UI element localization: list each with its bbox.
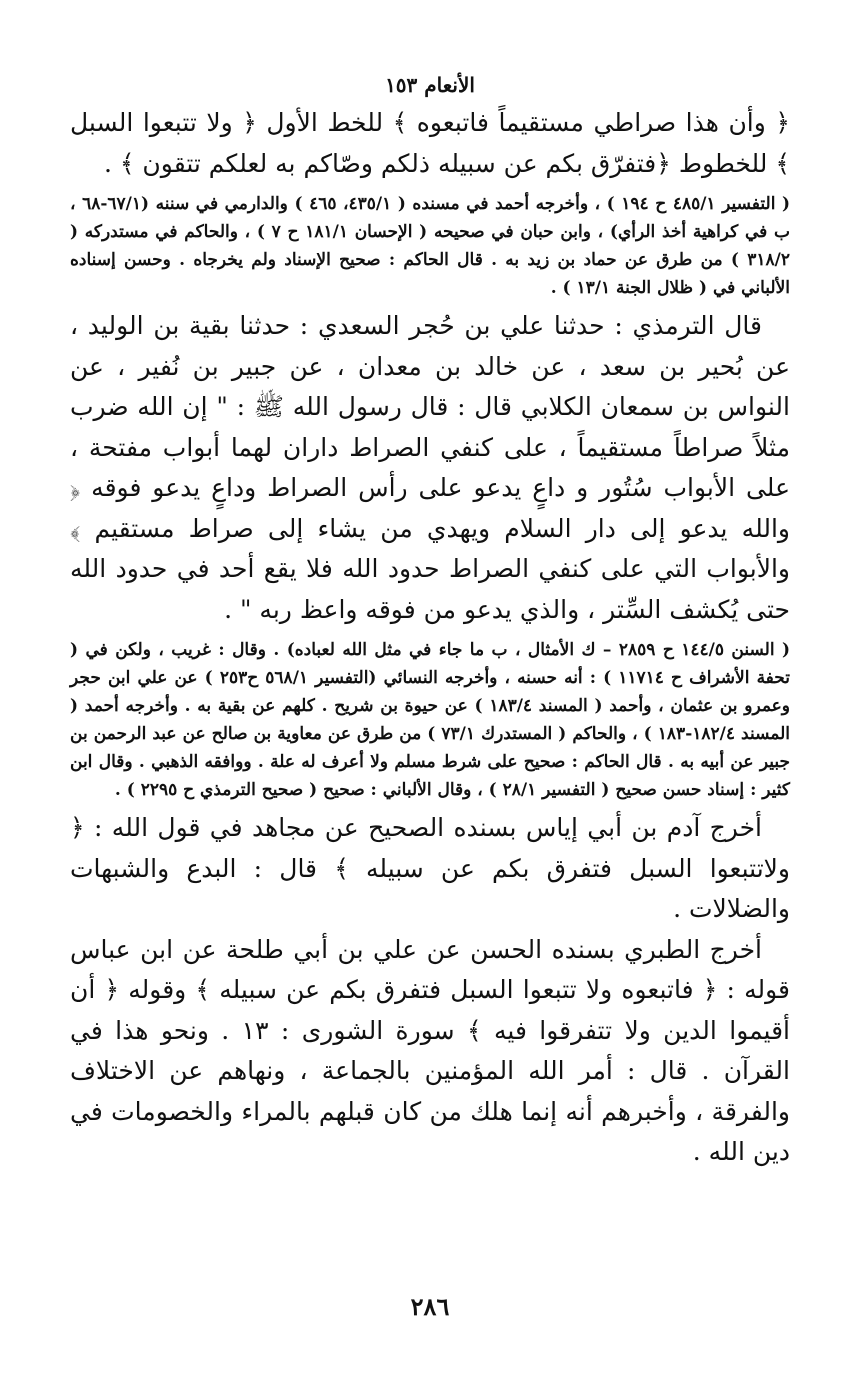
paragraph-tabari: أخرج الطبري بسنده الحسن عن علي بن أبي طلحة عن ابن عباس قوله : ﴿ فاتبعوه ولا تتبعوا السبل فتفرق بكم عن سبيله ﴾ وقوله ﴿ أن أقيموا الدين ولا تتفرقوا فيه ﴾ سورة الشورى : ١٣ . ونحو هذا في القرآن . قال : أمر الله المؤمنين بالجماعة ، ونهاهم عن الاختلاف والفرقة ، وأخبرهم أنه إنما هلك من كان قبلهم بالمراء والخصومات في دين الله .	[70, 934, 790, 1166]
footnote-1: ( التفسير ٤٨٥/١ ح ١٩٤ ) ، وأخرجه أحمد في مسنده ( ٤٣٥/١، ٤٦٥ ) والدارمي في سننه (٦٧/١-٦٨ ، ب في كراهية أخذ الرأي) ، وابن حبان في صحيحه ( الإحسان ١٨١/١ ح ٧ ) ، والحاكم في مستدركه ( ٣١٨/٢ ) من طرق عن حماد بن زيد به . قال الحاكم : صحيح الإسناد ولم يخرجاه . وحسن إسناده الألباني في ( ظلال الجنة ١٣/١ ) .	[70, 194, 791, 298]
footnote-2: ( السنن ١٤٤/٥ ح ٢٨٥٩ – ك الأمثال ، ب ما جاء في مثل الله لعباده) . وقال : غريب ، ولكن في ( تحفة الأشراف ح ١١٧١٤ ) : أنه حسنه ، وأخرجه النسائي (التفسير ٥٦٨/١ ح٢٥٣ ) عن علي ابن حجر وعمرو بن عثمان ، وأحمد ( المسند ١٨٣/٤ ) عن حيوة بن شريح . كلهم عن بقية به . وأخرجه أحمد ( المسند ١٨٢/٤-١٨٣ ) ، والحاكم ( المستدرك ٧٣/١ ) من طرق عن معاوية بن صالح عن عبد الرحمن بن جبير عن أبيه به . قال الحاكم : صحيح على شرط مسلم ولا أعرف له علة . ووافقه الذهبي . وقال ابن كثير : إسناد حسن صحيح ( التفسير ٢٨/١ ) ، وقال الألباني : صحيح ( صحيح الترمذي ح ٢٢٩٥ ) .	[70, 640, 791, 800]
book-page	[70, 70, 790, 1360]
quran-verse: ﴿ وأن هذا صراطي مستقيماً فاتبعوه ﴾ للخط الأول ﴿ ولا تتبعوا السبل ﴾ للخطوط ﴿فتفرّق بكم عن سبيله ذلكم وصّاكم به لعلكم تتقون ﴾ .	[70, 108, 790, 178]
running-header: الأنعام ١٥٣	[385, 73, 475, 97]
page-number: ٢٨٦	[410, 1292, 450, 1321]
paragraph-tirmidhi-hadith: قال الترمذي : حدثنا علي بن حُجر السعدي : حدثنا بقية بن الوليد ، عن بُحير بن سعد ، عن خالد بن معدان ، عن جبير بن نُفير ، عن النواس بن سمعان الكلابي قال : قال رسول الله ﷺ : " إن الله ضرب مثلاً صراطاً مستقيماً ، على كنفي الصراط داران لهما أبواب مفتحة ، على الأبواب سُتُور و داعٍ يدعو على رأس الصراط وداعٍ يدعو فوقه ﴿ والله يدعو إلى دار السلام ويهدي من يشاء إلى صراط مستقيم ﴾ والأبواب التي على كنفي الصراط حدود الله فلا يقع أحد في حدود الله حتى يُكشف السِّتر ، والذي يدعو من فوقه واعظ ربه " .	[70, 311, 790, 624]
paragraph-mujahid: أخرج آدم بن أبي إياس بسنده الصحيح عن مجاهد في قول الله : ﴿ ولاتتبعوا السبل فتفرق بكم عن سبيله ﴾ قال : البدع والشبهات والضلالات .	[70, 813, 790, 923]
